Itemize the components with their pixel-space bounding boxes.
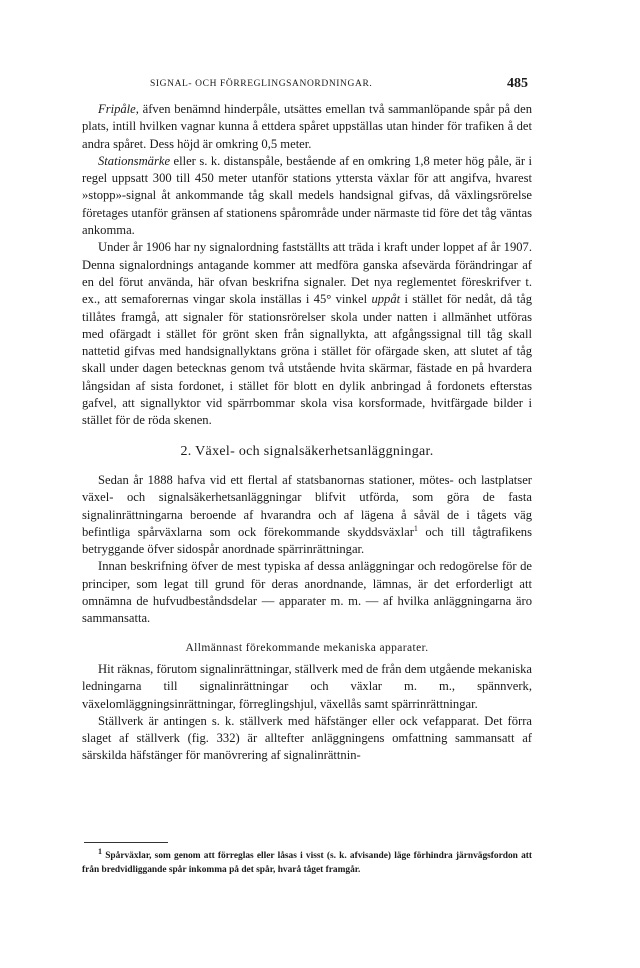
paragraph-hit: Hit räknas, förutom signalinrättningar, ställverk med de från dem utgående mekaniska ledningarna till signalinrättningar och växlar m. m., spännverk, växelomläggningsinrättningar, förreglingshjul, växellås samt spärrinrättningar. bbox=[82, 661, 532, 711]
section-heading: 2. Växel- och signalsäkerhetsanläggningar. bbox=[180, 443, 434, 459]
footnote-mark: 1 bbox=[98, 846, 102, 856]
paragraph-text: eller s. k. distanspåle, bestående af en omkring 1,8 meter hög påle, är i regel uppsatt 300 till 450 meter utanför stations yttersta växlar för att angifva, hvarest »stopp»-signal åt ankommande tåg skall medels handsignal gifvas, då växlingsrörelse företages utanför gränsen af stationens spårområde under närmaste tid före det tåg väntas ankomma. bbox=[82, 153, 532, 238]
paragraph-text: Sedan år 1888 hafva vid ett flertal af statsbanornas stationer, mötes- och lastplatser växel- och signalsäkerhetsanläggningar blifvit utförda, som göra de fasta signalinrättningarna beroende af hvarandra och af lägena å såväl de i tågets väg befintliga spårväxlarna som ock förekommande skyddsväxlar bbox=[82, 472, 532, 539]
paragraph-text: äfven benämnd hinderpåle, utsättes emellan två sammanlöpande spår på den plats, intill hvilken vagnar kunna å ettdera spåret uppställas utan hinder för trafiken å det andra spåret. Dess höjd är omkring 0,5 meter. bbox=[82, 102, 532, 151]
term-fripale: Fripåle, bbox=[98, 102, 139, 116]
term-stationsmarke: Stationsmärke bbox=[98, 153, 171, 168]
paragraph-signalordning bbox=[82, 239, 532, 429]
paragraph-text: och till tågtrafikens betryggande öfver sidospår anordnade spärrinrättningar. bbox=[82, 524, 532, 557]
paragraph-text: Under år 1906 har ny signalordning fastställts att träda i kraft under loppet af år 1907. Denna signalordnings antagande kommer att medföra ganska afsevärda förändringar af en del förut använda, här ofvan beskrifna signaler. Det nya reglementet föreskrifver t. ex., att semaforernas vingar skola inställas i 45° vinkel bbox=[82, 240, 532, 307]
footnote-reference: 1 bbox=[413, 523, 418, 533]
paragraph-sedan bbox=[82, 472, 532, 558]
footnote-rule bbox=[84, 842, 168, 843]
page-number: 485 bbox=[507, 76, 528, 91]
running-title: SIGNAL- OCH FÖRREGLINGSANORDNINGAR. bbox=[150, 79, 373, 89]
paragraph-stallverk: Ställverk är antingen s. k. ställverk med häfstänger eller ock vefapparat. Det förra slaget af ställverk (fig. 332) är alltefter anläggningens omfattning sammansatt af särskilda häfstänger för manövrering af signalinrättnin- bbox=[82, 713, 532, 763]
body-text bbox=[82, 101, 532, 765]
paragraph-fripale bbox=[82, 101, 532, 153]
paragraph-innan: Innan beskrifning öfver de mest typiska af dessa anläggningar och redogörelse för de principer, som legat till grund för deras anordnande, lämnas, är det erforderligt att omnämna de hufvudbeståndsdelar — apparater m. m. — af hvilka anläggningarna äro sammansatta. bbox=[82, 559, 532, 626]
emphasis-uppat: uppåt bbox=[371, 292, 401, 307]
footnote-text: Spårväxlar, som genom att förreglas eller låsas i visst (s. k. afvisande) läge förhindra järnvägsfordon att från bredvidliggande spår inkomma på det spår, hvarå tåget framgår. bbox=[82, 851, 532, 875]
paragraph-text: i stället för nedåt, då tåg tillåtes framgå, att signaler för stationsrörelser skola under natten i allmänhet utföras med ofärgadt i stället för grönt sken från signallykta, att afgångssignal till tåg skall nattetid gifvas med handsignallyktans gröna i stället för ofärgade sken, att slutet af tåg skall under dagen betecknas genom två utstående hvita skärmar, fästade en på hvardera långsidan af sista fordonet, i stället för blott en dylik anbringad å fordonets efterstas gafvel, att signallyktor vid spärrbommar skola visa korsformade, hvitfärgade bilder i stället för de röda skenen. bbox=[82, 292, 532, 428]
footnote bbox=[82, 846, 532, 877]
running-head bbox=[0, 76, 640, 94]
subsection-heading: Allmännast förekommande mekaniska apparater. bbox=[185, 641, 429, 654]
paragraph-stationsmarke bbox=[82, 153, 532, 239]
